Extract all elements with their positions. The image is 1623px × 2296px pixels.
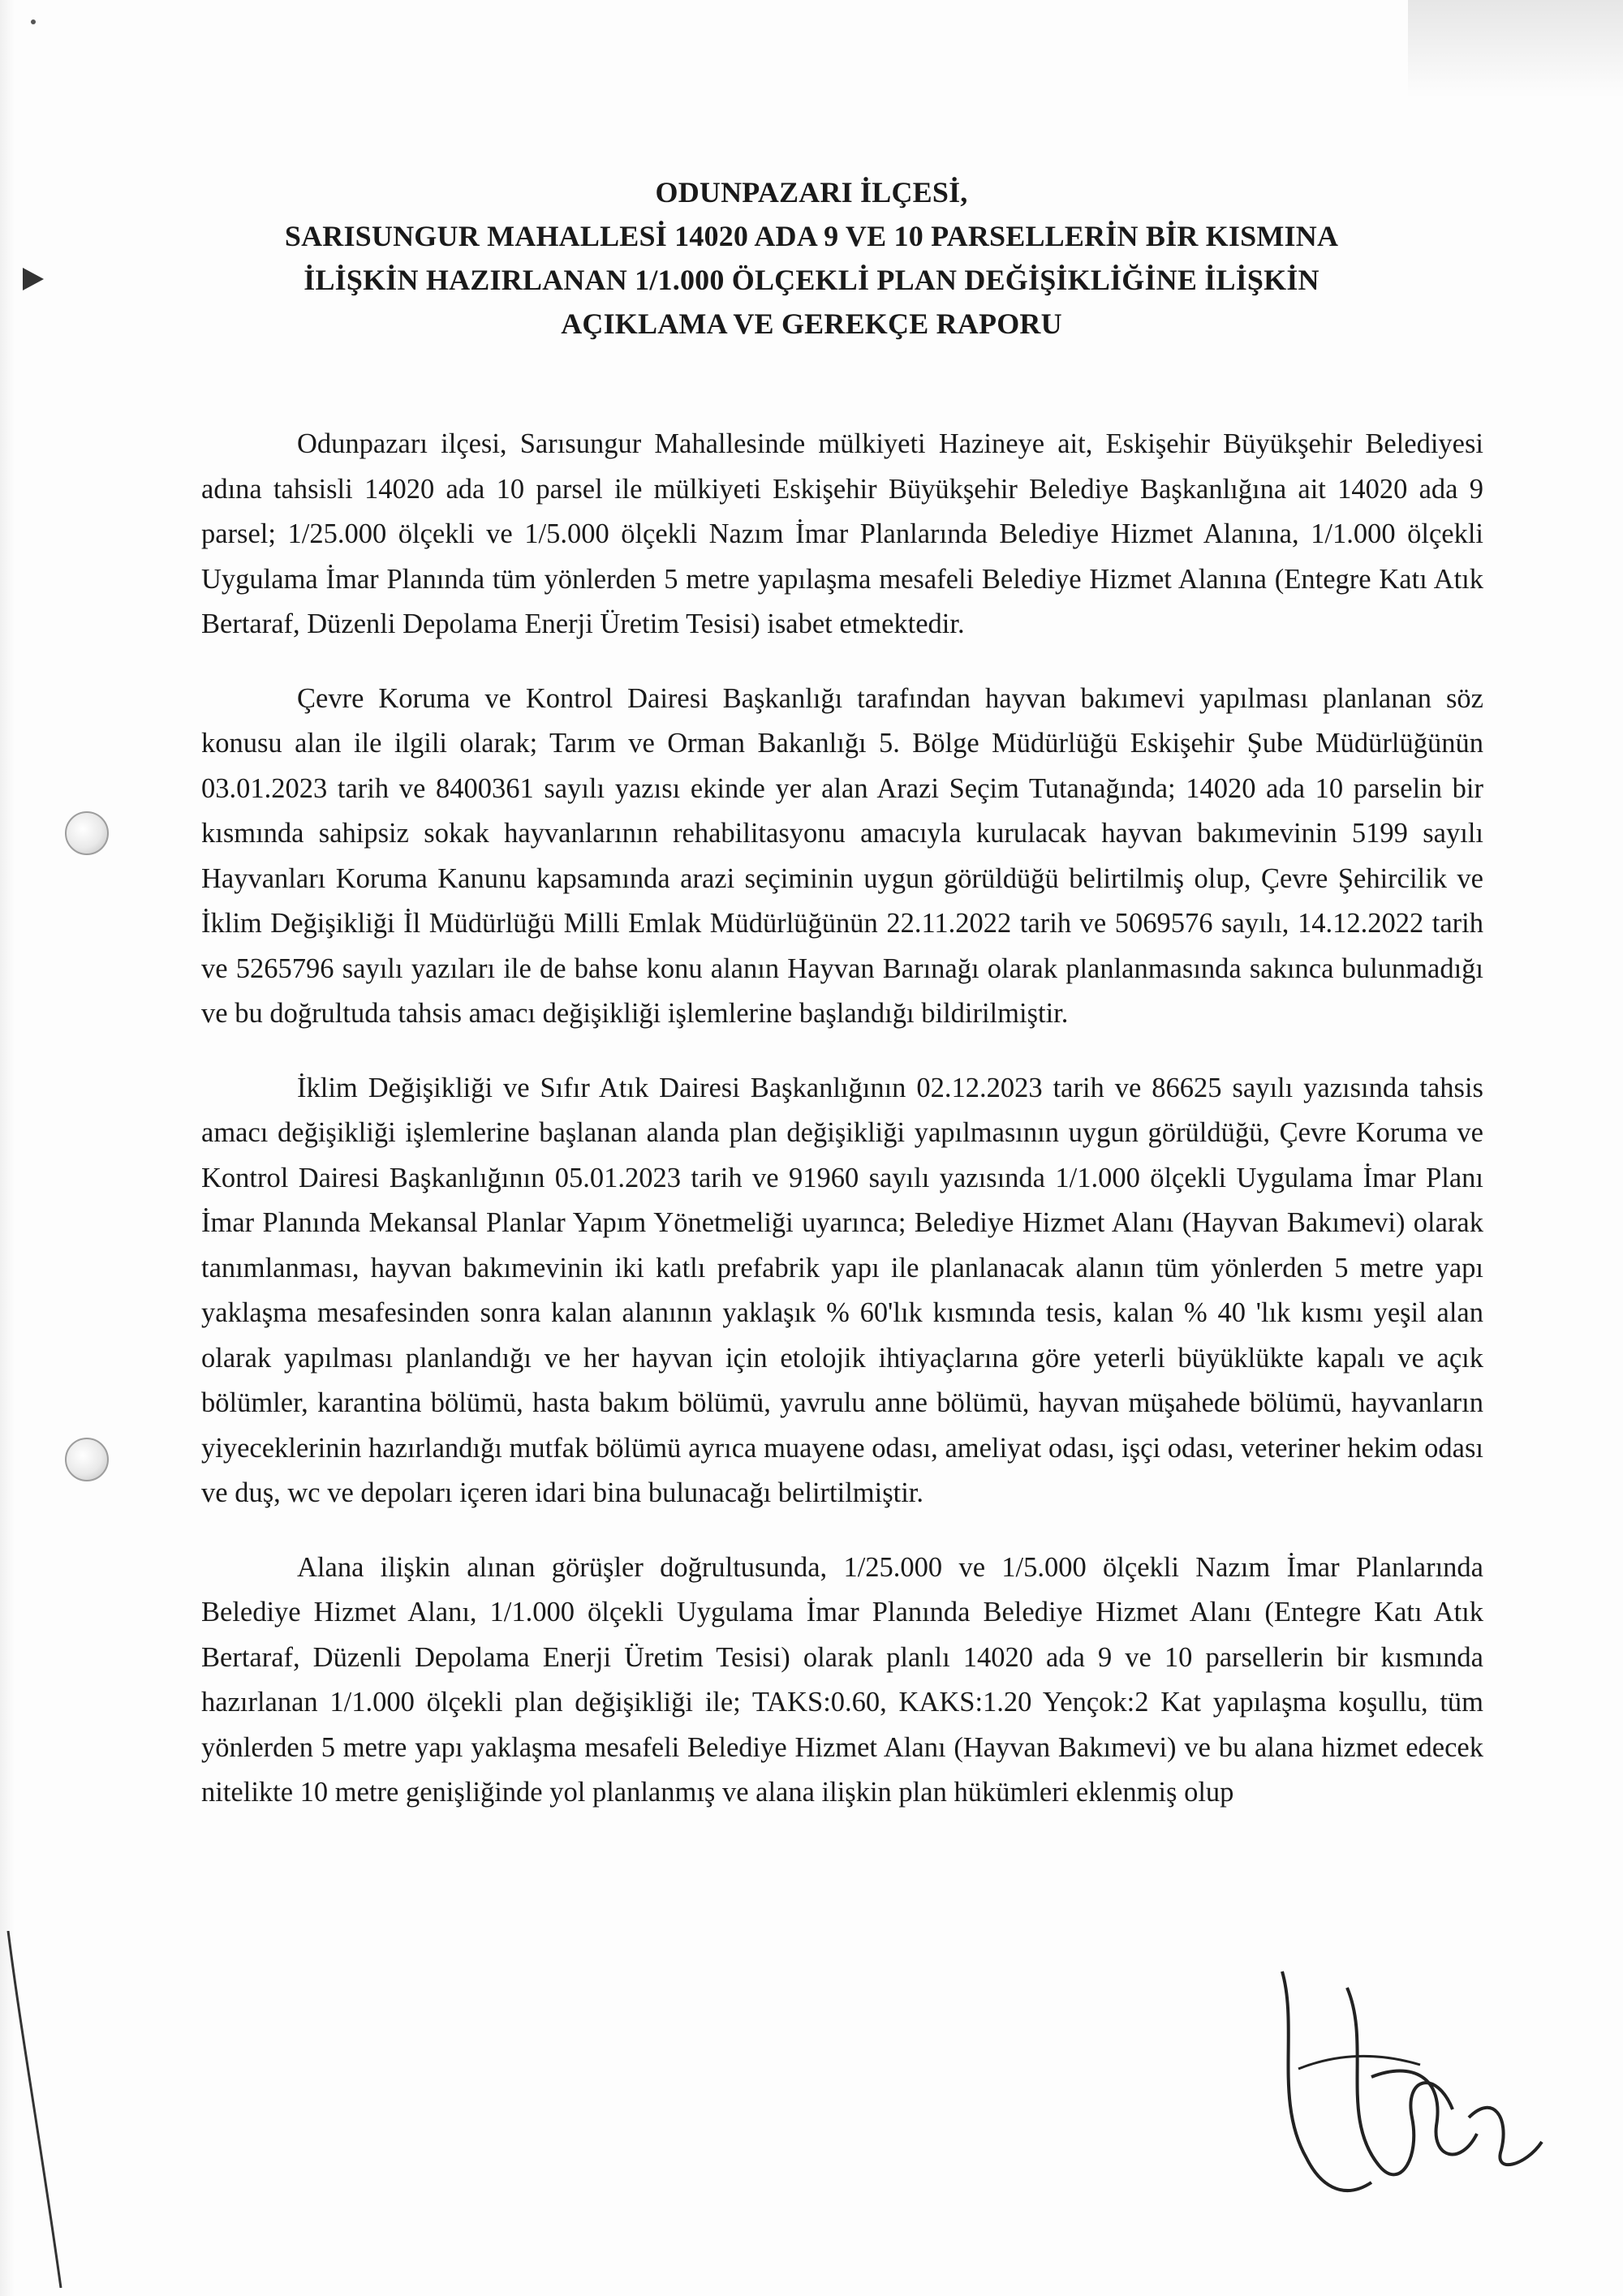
scan-edge-stroke [0, 1931, 97, 2288]
title-line-1: ODUNPAZARI İLÇESİ, [655, 176, 968, 209]
document-title [227, 170, 1396, 346]
paragraph-3: İklim Değişikliği ve Sıfır Atık Dairesi Başkanlığının 02.12.2023 tarih ve 86625 sayılı yazısında tahsis amacı değişikliği işlemlerine başlanan alanda plan değişikliği yapılmasının uygun görüldüğü, Çevre Koruma ve Kontrol Dairesi Başkanlığının 05.01.2023 tarih ve 91960 sayılı yazısında 1/1.000 ölçekli Uygulama İmar Planı İmar Planında Mekansal Planlar Yapım Yönetmeliği uyarınca; Belediye Hizmet Alanı (Hayvan Bakımevi) olarak tanımlanması, hayvan bakımevinin iki katlı prefabrik yapı ile planlanacak alanın tüm yönlerden 5 metre yapı yaklaşma mesafesinden sonra kalan alanının yaklaşık % 60'lık kısmında tesis, kalan % 40 'lık kısmı yeşil alan olarak yapılması planlandığı ve her hayvan için etolojik ihtiyaçlarına göre yeterli büyüklükte kapalı ve açık bölümler, karantina bölümü, hasta bakım bölümü, yavrulu anne bölümü, hayvan müşahede bölümü, hayvanların yiyeceklerinin hazırlandığı mutfak bölümü ayrıca muayene odası, ameliyat odası, işçi odası, veteriner hekim odası ve duş, wc ve depoları içeren idari bina bulunacağı belirtilmiştir. [201, 1072, 1483, 1508]
title-line-2: SARISUNGUR MAHALLESİ 14020 ADA 9 VE 10 PARSELLERİN BİR KISMINA [284, 220, 1339, 252]
report-body [201, 422, 1483, 1845]
paragraph-4: Alana ilişkin alınan görüşler doğrultusunda, 1/25.000 ve 1/5.000 ölçekli Nazım İmar Planlarında Belediye Hizmet Alanı, 1/1.000 ölçekli Uygulama İmar Planında Belediye Hizmet Alanı (Entegre Katı Atık Bertaraf, Düzenli Depolama Enerji Üretim Tesisi) olarak planlı 14020 ada 9 ve 10 parsellerin bir kısmında hazırlanan 1/1.000 ölçekli plan değişikliği ile; TAKS:0.60, KAKS:1.20 Yençok:2 Kat yapılaşma koşullu, tüm yönlerden 5 metre yapı yaklaşma mesafeli Belediye Hizmet Alanı (Hayvan Bakımevi) ve bu alana hizmet edecek nitelikte 10 metre genişliğinde yol planlanmış ve alana ilişkin plan hükümleri eklenmiş olup [201, 1551, 1483, 1808]
paragraph-1: Odunpazarı ilçesi, Sarısungur Mahallesinde mülkiyeti Hazineye ait, Eskişehir Büyükşehir Belediyesi adına tahsisli 14020 ada 10 parsel ile mülkiyeti Eskişehir Büyükşehir Belediye Başkanlığına ait 14020 ada 9 parsel; 1/25.000 ölçekli ve 1/5.000 ölçekli Nazım İmar Planlarında Belediye Hizmet Alanına, 1/1.000 ölçekli Uygulama İmar Planında tüm yönlerden 5 metre yapılaşma mesafeli Belediye Hizmet Alanına (Entegre Katı Atık Bertaraf, Düzenli Depolama Enerji Üretim Tesisi) isabet etmektedir. [201, 428, 1483, 639]
margin-arrow-icon [23, 268, 44, 290]
punch-hole-icon [65, 1438, 109, 1481]
punch-hole-icon [65, 811, 109, 855]
paragraph-2: Çevre Koruma ve Kontrol Dairesi Başkanlığı tarafından hayvan bakımevi yapılması planlanan söz konusu alan ile ilgili olarak; Tarım ve Orman Bakanlığı 5. Bölge Müdürlüğü Eskişehir Şube Müdürlüğünün 03.01.2023 tarih ve 8400361 sayılı yazısı ekinde yer alan Arazi Seçim Tutanağında; 14020 ada 10 parselin bir kısmında sahipsiz sokak hayvanlarının rehabilitasyonu amacıyla kurulacak hayvan bakımevinin 5199 sayılı Hayvanları Koruma Kanunu kapsamında arazi seçiminin uygun görüldüğü belirtilmiş olup, Çevre Şehircilik ve İklim Değişikliği İl Müdürlüğü Milli Emlak Müdürlüğünün 22.11.2022 tarih ve 5069576 sayılı, 14.12.2022 tarih ve 5265796 sayılı yazıları ile de bahse konu alanın Hayvan Barınağı olarak planlanmasında sakınca bulunmadığı ve bu doğrultuda tahsis amacı değişikliği işlemlerine başlandığı bildirilmiştir. [201, 682, 1483, 1029]
handwritten-signature [1250, 1955, 1566, 2223]
title-line-4: AÇIKLAMA VE GEREKÇE RAPORU [561, 307, 1062, 340]
scan-dot-mark [31, 19, 36, 24]
title-line-3: İLİŞKİN HAZIRLANAN 1/1.000 ÖLÇEKLİ PLAN DEĞİŞİKLİĞİNE İLİŞKİN [304, 264, 1319, 296]
scan-shadow [1408, 0, 1623, 97]
